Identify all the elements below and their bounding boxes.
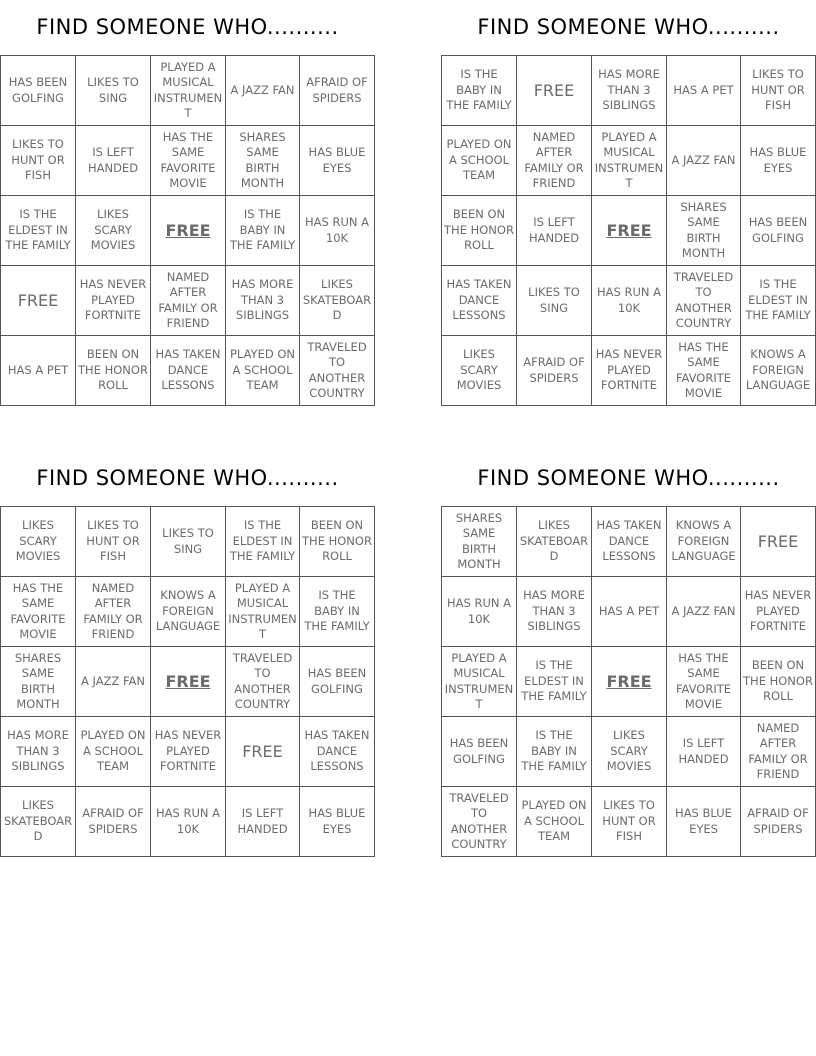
bingo-cell: NAMED AFTER FAMILY OR FRIEND [151, 266, 226, 336]
free-cell: FREE [1, 266, 76, 336]
bingo-cell: IS LEFT HANDED [517, 196, 592, 266]
bingo-cell: HAS TAKEN DANCE LESSONS [300, 717, 375, 787]
bingo-cell: IS THE BABY IN THE FAMILY [517, 717, 592, 787]
bingo-cell: IS THE ELDEST IN THE FAMILY [226, 507, 300, 577]
bingo-cell: PLAYED A MUSICAL INSTRUMENT [592, 126, 667, 196]
bingo-cell: SHARES SAME BIRTH MONTH [226, 126, 300, 196]
free-center-cell: FREE [592, 196, 667, 266]
bingo-cell: HAS RUN A 10K [442, 577, 517, 647]
bingo-cell: PLAYED ON A SCHOOL TEAM [442, 126, 517, 196]
free-center-cell: FREE [151, 647, 226, 717]
free-center-cell: FREE [151, 196, 226, 266]
bingo-cell: PLAYED A MUSICAL INSTRUMENT [151, 56, 226, 126]
bingo-cell: AFRAID OF SPIDERS [517, 336, 592, 406]
bingo-cell: A JAZZ FAN [667, 577, 741, 647]
bingo-cell: HAS RUN A 10K [592, 266, 667, 336]
bingo-cell: AFRAID OF SPIDERS [741, 787, 816, 857]
bingo-cell: KNOWS A FOREIGN LANGUAGE [667, 507, 741, 577]
bingo-cell: LIKES SCARY MOVIES [1, 507, 76, 577]
bingo-grid [441, 506, 816, 857]
bingo-cell: A JAZZ FAN [667, 126, 741, 196]
bingo-cell: HAS NEVER PLAYED FORTNITE [151, 717, 226, 787]
bingo-cell: NAMED AFTER FAMILY OR FRIEND [76, 577, 151, 647]
bingo-cell: HAS NEVER PLAYED FORTNITE [592, 336, 667, 406]
bingo-cell: BEEN ON THE HONOR ROLL [76, 336, 151, 406]
bingo-card-2 [441, 0, 816, 406]
bingo-cell: IS LEFT HANDED [667, 717, 741, 787]
bingo-cell: HAS BEEN GOLFING [741, 196, 816, 266]
bingo-cell: LIKES SCARY MOVIES [76, 196, 151, 266]
bingo-cell: PLAYED ON A SCHOOL TEAM [76, 717, 151, 787]
bingo-cell: HAS A PET [667, 56, 741, 126]
bingo-cell: IS LEFT HANDED [226, 787, 300, 857]
bingo-cell: LIKES TO HUNT OR FISH [741, 56, 816, 126]
bingo-cell: HAS BLUE EYES [741, 126, 816, 196]
bingo-cell: IS THE BABY IN THE FAMILY [442, 56, 517, 126]
bingo-cell: HAS BEEN GOLFING [300, 647, 375, 717]
card-title: FIND SOMEONE WHO.......... [477, 15, 780, 39]
bingo-cell: LIKES TO SING [151, 507, 226, 577]
bingo-cell: HAS A PET [1, 336, 76, 406]
bingo-cell: HAS MORE THAN 3 SIBLINGS [592, 56, 667, 126]
bingo-cell: HAS RUN A 10K [300, 196, 375, 266]
bingo-cell: TRAVELED TO ANOTHER COUNTRY [442, 787, 517, 857]
bingo-cell: PLAYED A MUSICAL INSTRUMENT [226, 577, 300, 647]
bingo-cell: SHARES SAME BIRTH MONTH [1, 647, 76, 717]
bingo-cell: LIKES SKATEBOARD [300, 266, 375, 336]
bingo-cell: A JAZZ FAN [226, 56, 300, 126]
bingo-cell: HAS TAKEN DANCE LESSONS [151, 336, 226, 406]
bingo-cell: PLAYED A MUSICAL INSTRUMENT [442, 647, 517, 717]
bingo-cell: NAMED AFTER FAMILY OR FRIEND [741, 717, 816, 787]
bingo-card-4 [441, 451, 816, 857]
card-title: FIND SOMEONE WHO.......... [36, 466, 339, 490]
bingo-cell: KNOWS A FOREIGN LANGUAGE [151, 577, 226, 647]
bingo-cell: TRAVELED TO ANOTHER COUNTRY [300, 336, 375, 406]
free-cell: FREE [741, 507, 816, 577]
bingo-cell: IS THE ELDEST IN THE FAMILY [517, 647, 592, 717]
bingo-cell: IS LEFT HANDED [76, 126, 151, 196]
bingo-cell: HAS BLUE EYES [300, 126, 375, 196]
free-cell: FREE [226, 717, 300, 787]
free-center-cell: FREE [592, 647, 667, 717]
bingo-cell: HAS THE SAME FAVORITE MOVIE [151, 126, 226, 196]
bingo-cell: BEEN ON THE HONOR ROLL [300, 507, 375, 577]
bingo-cell: IS THE BABY IN THE FAMILY [226, 196, 300, 266]
bingo-cell: HAS MORE THAN 3 SIBLINGS [517, 577, 592, 647]
bingo-cell: IS THE ELDEST IN THE FAMILY [741, 266, 816, 336]
bingo-cell: LIKES SKATEBOARD [1, 787, 76, 857]
bingo-grid [441, 55, 816, 406]
bingo-cell: LIKES TO SING [517, 266, 592, 336]
card-title: FIND SOMEONE WHO.......... [477, 466, 780, 490]
bingo-cell: HAS TAKEN DANCE LESSONS [442, 266, 517, 336]
bingo-cell: HAS BLUE EYES [667, 787, 741, 857]
bingo-cell: KNOWS A FOREIGN LANGUAGE [741, 336, 816, 406]
bingo-cell: HAS NEVER PLAYED FORTNITE [741, 577, 816, 647]
bingo-cell: HAS THE SAME FAVORITE MOVIE [1, 577, 76, 647]
bingo-cell: SHARES SAME BIRTH MONTH [667, 196, 741, 266]
bingo-card-3 [0, 451, 375, 857]
free-cell: FREE [517, 56, 592, 126]
bingo-cell: LIKES TO HUNT OR FISH [76, 507, 151, 577]
bingo-cell: HAS NEVER PLAYED FORTNITE [76, 266, 151, 336]
bingo-cell: HAS THE SAME FAVORITE MOVIE [667, 336, 741, 406]
bingo-cell: LIKES TO HUNT OR FISH [1, 126, 76, 196]
bingo-card-1 [0, 0, 375, 406]
bingo-cell: A JAZZ FAN [76, 647, 151, 717]
bingo-cell: IS THE ELDEST IN THE FAMILY [1, 196, 76, 266]
bingo-cell: PLAYED ON A SCHOOL TEAM [226, 336, 300, 406]
bingo-cell: LIKES SCARY MOVIES [442, 336, 517, 406]
bingo-cell: HAS MORE THAN 3 SIBLINGS [1, 717, 76, 787]
bingo-cell: LIKES TO SING [76, 56, 151, 126]
bingo-cell: NAMED AFTER FAMILY OR FRIEND [517, 126, 592, 196]
bingo-grid [0, 55, 375, 406]
bingo-cell: HAS BEEN GOLFING [442, 717, 517, 787]
bingo-cell: AFRAID OF SPIDERS [76, 787, 151, 857]
bingo-cell: AFRAID OF SPIDERS [300, 56, 375, 126]
bingo-cell: PLAYED ON A SCHOOL TEAM [517, 787, 592, 857]
bingo-cell: HAS TAKEN DANCE LESSONS [592, 507, 667, 577]
bingo-cell: BEEN ON THE HONOR ROLL [741, 647, 816, 717]
bingo-cell: HAS A PET [592, 577, 667, 647]
bingo-cell: HAS THE SAME FAVORITE MOVIE [667, 647, 741, 717]
bingo-cell: BEEN ON THE HONOR ROLL [442, 196, 517, 266]
bingo-cell: LIKES TO HUNT OR FISH [592, 787, 667, 857]
bingo-cell: LIKES SCARY MOVIES [592, 717, 667, 787]
bingo-cell: TRAVELED TO ANOTHER COUNTRY [667, 266, 741, 336]
bingo-cell: IS THE BABY IN THE FAMILY [300, 577, 375, 647]
bingo-cell: SHARES SAME BIRTH MONTH [442, 507, 517, 577]
card-title: FIND SOMEONE WHO.......... [36, 15, 339, 39]
bingo-grid [0, 506, 375, 857]
bingo-cell: HAS MORE THAN 3 SIBLINGS [226, 266, 300, 336]
bingo-cell: HAS BEEN GOLFING [1, 56, 76, 126]
bingo-cell: HAS RUN A 10K [151, 787, 226, 857]
bingo-cell: TRAVELED TO ANOTHER COUNTRY [226, 647, 300, 717]
bingo-cell: LIKES SKATEBOARD [517, 507, 592, 577]
bingo-cell: HAS BLUE EYES [300, 787, 375, 857]
